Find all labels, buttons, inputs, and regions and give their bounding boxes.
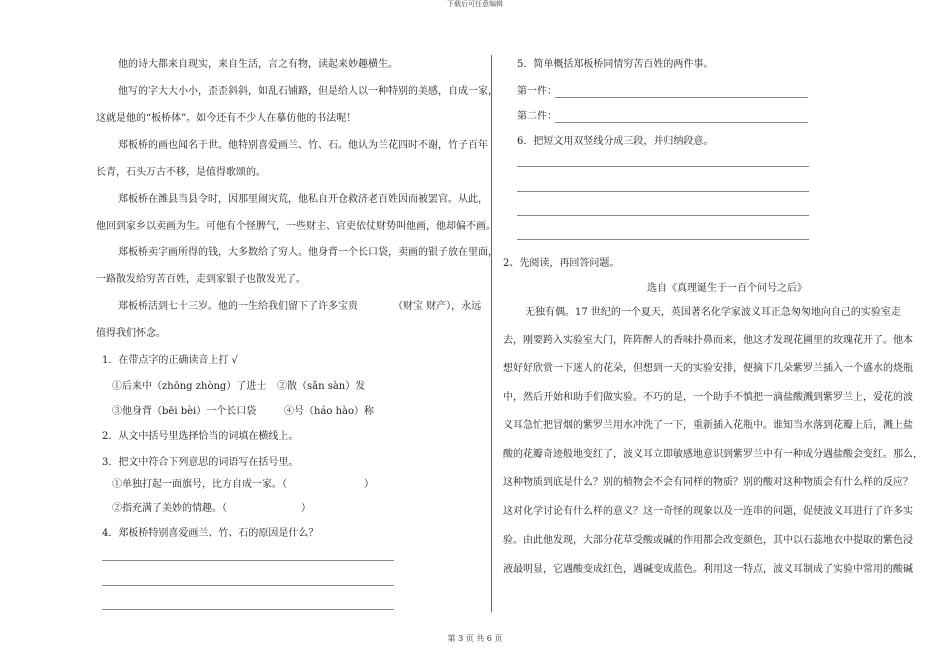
paragraph-line: 郑板桥在潍县当县令时，因那里闹灾荒，他私自开仓救济老百姓因而被罢官。从此， [118, 194, 488, 205]
passage-line: 无独有偶。17 世纪的一个夏天，英国著名化学家波义耳正急匆匆地向自己的实验室走 [525, 307, 901, 318]
question-6: 6．把短文用双竖线分成三段，并归纳段意。 [517, 136, 714, 147]
right-column [503, 0, 923, 620]
q1-option: ①后来中（zhōng zhòng）了进士 [112, 381, 267, 392]
paragraph-line: 郑板桥卖字画所得的钱，大多数给了穷人。他身背一个长口袋，卖画的银子放在里面， [118, 247, 498, 258]
answer-line[interactable] [102, 560, 394, 561]
passage-line: 验。由此他发现，大部分花草受酸或碱的作用都会改变颜色，其中以石蕊地衣中提取的紫色浸 [503, 535, 913, 546]
answer-line[interactable] [517, 239, 809, 240]
passage-line: 去，刚要跨入实验室大门，阵阵醉人的香味扑鼻而来，他这才发现花圃里的玫瑰花开了。他本 [503, 335, 913, 346]
question-2: 2．从文中括号里选择恰当的词填在横线上。 [102, 431, 299, 442]
paragraph-line: 一路散发给穷苦百姓，走到家银子也散发光了。 [96, 274, 306, 285]
passage-line: 这对化学讨论有什么样的意义？这一奇怪的现象以及一连串的问题，促使波义耳进行了许多实 [503, 506, 913, 517]
q5-first-answer-line[interactable] [555, 97, 808, 98]
q3-item: ②指充满了美妙的情趣。（ [112, 503, 227, 514]
q3-item: ①单独打起一面旗号，比方自成一家。（ [112, 479, 287, 490]
column-divider [491, 55, 492, 612]
passage-line: 液最明显，它遇酸变成红色，遇碱变成蓝色。利用这一特点，波义耳制成了实验中常用的酸碱 [503, 564, 913, 575]
q5-second-answer-line[interactable] [555, 122, 808, 123]
q3-item: ） [364, 479, 374, 490]
paragraph-line: 他的诗大都来自现实，来自生活，言之有物，读起来妙趣横生。 [118, 59, 398, 70]
paragraph-line: 郑板桥的画也闻名于世。他特别喜爱画兰、竹、石。他认为兰花四时不谢，竹子百年 [118, 140, 488, 151]
question-5: 5．简单概括郑板桥同情穷苦百姓的两件事。 [517, 59, 714, 70]
paragraph-line: 值得我们怀念。 [96, 328, 166, 339]
passage-line: 义耳急忙把冒烟的紫罗兰用水冲洗了一下，重新插入花瓶中。谁知当水落到花瓣上后，溅上盐 [503, 420, 913, 431]
question-1: 1．在带点字的正确读音上打 √ [102, 355, 238, 366]
q5-first-label: 第一件： [517, 86, 557, 97]
answer-line[interactable] [517, 166, 809, 167]
question-4: 4．郑板桥特别喜爱画兰、竹、石的原因是什么？ [102, 528, 319, 539]
passage-line: 想好好欣赏一下迷人的花朵，但想到一天的实验安排，便摘下几朵紫罗兰插入一个盛水的烧瓶 [503, 363, 913, 374]
paragraph-line: 这就是他的“板桥体”。如今还有不少人在摹仿他的书法呢！ [96, 113, 357, 124]
paragraph-line: 郑板桥活到七十三岁。他的一生给我们留下了许多宝贵 [118, 301, 358, 312]
page-header: 下载后可任意编辑 [447, 0, 503, 8]
paragraph-line: 他回到家乡以卖画为生。可他有个怪脾气，一些财主、官吏依仗财势叫他画，他却偏不画。 [96, 221, 496, 232]
answer-line[interactable] [102, 609, 394, 610]
page-footer: 第 3 页 共 6 页 [447, 634, 503, 643]
passage-line: 这种物质到底是什么？别的植物会不会有同样的物质？别的酸对这种物质会有什么样的反应？ [503, 477, 913, 488]
answer-line[interactable] [517, 191, 809, 192]
answer-line[interactable] [102, 585, 394, 586]
passage-line: 酸的花瓣奇迹般地变红了，波义耳立即敏感地意识到紫罗兰中有一种成分遇盐酸会变红。那么， [503, 449, 923, 460]
q1-option: ④号（háo hào）称 [284, 406, 375, 417]
q3-item: ） [301, 503, 311, 514]
paragraph-line: （财宝 财产），永远 [393, 301, 482, 312]
q5-second-label: 第二件： [517, 111, 557, 122]
q1-option: ③他身背（bēi bèi）一个长口袋 [112, 406, 257, 417]
paragraph-line: 长青，石头万古不移，是值得歌颂的。 [96, 167, 266, 178]
passage-title: 选自《真理诞生于一百个问号之后》 [647, 283, 807, 294]
q1-option: ②散（sǎn sàn）发 [277, 381, 366, 392]
left-column [96, 0, 498, 620]
passage-line: 中，然后开始和助手们做实验。不巧的是，一个助手不慎把一滴盐酸溅到紫罗兰上，爱花的波 [503, 392, 913, 403]
question-3: 3．把文中符合下列意思的词语写在括号里。 [102, 457, 299, 468]
paragraph-line: 他写的字大大小小，歪歪斜斜，如乱石铺路，但是给人以一种特别的美感，自成一家， [118, 86, 498, 97]
answer-line[interactable] [517, 215, 809, 216]
section-2-heading: 2、先阅读，再回答问题。 [503, 258, 620, 269]
